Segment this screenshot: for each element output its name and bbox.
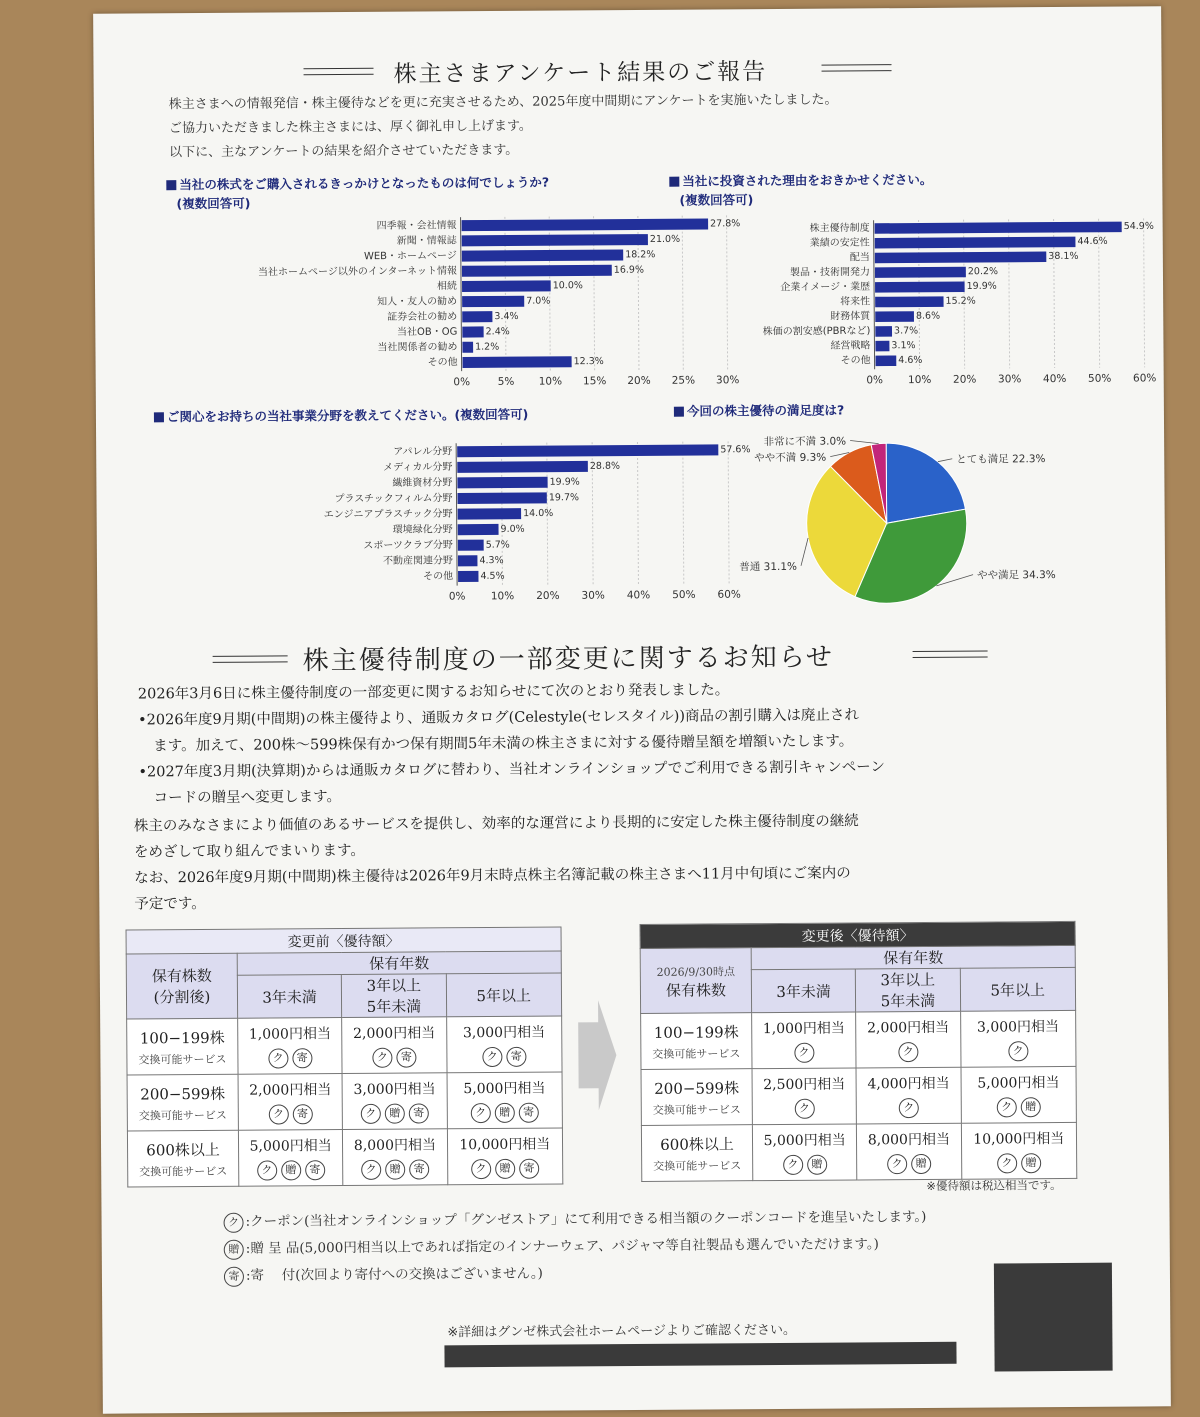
after-amount-cell	[752, 1012, 857, 1069]
shares-label: 600株以上	[146, 1140, 220, 1159]
service-label: 交換可能サービス	[139, 1164, 228, 1178]
heading-square-icon	[154, 412, 164, 422]
before-amount-cell	[238, 1018, 343, 1075]
legend-gift	[222, 1231, 879, 1263]
q2-sub: (複数回答可)	[679, 192, 754, 208]
data-label: 2.4%	[485, 326, 510, 338]
intro-line-3: 以下に、主なアンケートの結果を紹介させていただきます。	[169, 142, 519, 161]
amount-value: 4,000円相当	[867, 1075, 950, 1093]
notice-line-1: 2026年3月6日に株主優待制度の一部変更に関するお知らせにて次のとおり発表しました。	[137, 682, 730, 703]
category-label: 当社関係者の勧め	[377, 341, 458, 354]
shares-label: 200−599株	[140, 1084, 226, 1103]
category-label: 新聞・情報誌	[396, 235, 457, 247]
bar	[462, 296, 524, 307]
before-col-shares-sub: (分割後)	[153, 987, 211, 1007]
amount-value: 1,000円相当	[248, 1026, 331, 1043]
tick-label: 30%	[997, 373, 1022, 386]
notice-line-8: なお、2026年度9月期(中間期)株主優待は2026年9月末時点株主名簿記載の株主さまへ11月中旬頃にご案内の	[134, 865, 851, 887]
coupon-icon: ク	[794, 1099, 814, 1119]
amount-value: 10,000円相当	[973, 1130, 1065, 1148]
change-arrow-icon	[574, 1000, 619, 1110]
data-label: 8.6%	[915, 310, 941, 322]
leader-line	[801, 538, 808, 566]
data-label: 44.6%	[1077, 235, 1108, 248]
bar	[875, 222, 1122, 234]
bar	[876, 355, 897, 366]
service-label: 交換可能サービス	[653, 1158, 742, 1173]
q4-heading	[674, 401, 844, 421]
service-label: 交換可能サービス	[138, 1108, 227, 1122]
gift-icon: 贈	[495, 1159, 515, 1179]
before-shares-cell	[127, 1018, 238, 1075]
tax-note: ※優待額は税込相当です。	[926, 1178, 1062, 1193]
after-col-3to5	[856, 968, 961, 1012]
category-label: 証券会社の勧め	[387, 311, 458, 323]
legend-coupon-text: :クーポン(当社オンラインショップ「グンゼストア」にて利用できる相当額のクーポンコードを進呈いたします。)	[245, 1208, 927, 1230]
amount-value: 10,000円相当	[459, 1136, 551, 1154]
data-label: 16.9%	[613, 264, 645, 276]
after-col-years: 保有年数	[751, 945, 1075, 969]
amount-value: 2,000円相当	[249, 1082, 332, 1099]
data-label: 9.0%	[500, 523, 525, 535]
gift-icon: 贈	[911, 1154, 931, 1174]
q3-heading	[154, 405, 529, 427]
pie-label: とても満足 22.3%	[956, 453, 1046, 466]
before-row	[127, 1072, 562, 1131]
before-shares-cell	[127, 1130, 238, 1187]
bar	[457, 492, 546, 504]
before-amount-cell	[447, 1072, 563, 1129]
data-label: 18.2%	[625, 249, 656, 261]
data-label: 5.7%	[485, 539, 510, 551]
tick-label: 10%	[907, 373, 932, 387]
category-label: 当社OB・OG	[396, 326, 458, 339]
bar	[462, 280, 551, 292]
data-label: 3.4%	[494, 310, 519, 323]
before-col-3to5	[342, 974, 447, 1018]
category-label: スポーツクラブ分野	[363, 539, 453, 552]
bar	[462, 249, 623, 261]
category-label: エンジニアプラスチック分野	[323, 508, 453, 521]
bar	[875, 281, 965, 292]
bar	[458, 540, 484, 551]
chart-q1	[145, 210, 741, 398]
notice-line-3: ます。加えて、200株〜599株保有かつ保有期間5年未満の株主さまに対する優待贈呈額を増額いたします。	[153, 733, 854, 755]
gift-icon: 贈	[1021, 1153, 1041, 1173]
data-label: 7.0%	[526, 295, 551, 307]
pie-label: 非常に不満 3.0%	[763, 435, 847, 449]
amount-value: 5,000円相当	[763, 1132, 846, 1150]
coupon-icon: ク	[1008, 1041, 1028, 1061]
data-label: 4.6%	[898, 354, 923, 366]
category-label: 知人・友人の勧め	[377, 296, 458, 308]
after-table	[639, 921, 1077, 1182]
before-amount-cell	[238, 1130, 343, 1187]
coupon-icon: ク	[899, 1098, 919, 1118]
after-amount-cell	[856, 1067, 961, 1124]
bar	[458, 555, 478, 566]
title-rule-right	[821, 64, 891, 71]
service-label: 交換可能サービス	[652, 1102, 741, 1117]
q2-title: 当社に投資された理由をおきかせください。	[682, 171, 933, 189]
bar	[462, 326, 483, 337]
chart-q4	[656, 422, 1077, 609]
bar	[457, 461, 588, 473]
tick-label: 15%	[582, 375, 607, 388]
data-label: 38.1%	[1048, 250, 1079, 262]
category-label: 経営戦略	[830, 340, 871, 352]
data-label: 3.1%	[891, 340, 916, 352]
data-label: 19.9%	[549, 476, 580, 488]
amount-value: 2,000円相当	[353, 1025, 436, 1042]
donation-icon: 寄	[409, 1159, 429, 1179]
category-label: 株主優待制度	[809, 222, 870, 235]
notice-line-5: コードの贈呈へ変更します。	[153, 789, 342, 807]
after-col-3to5-a: 3年以上	[880, 970, 936, 990]
tick-label: 5%	[497, 375, 515, 388]
chart-q2-svg	[635, 207, 1157, 390]
q2-heading	[669, 170, 932, 191]
category-label: 環境緑化分野	[392, 524, 453, 536]
amount-value: 8,000円相当	[867, 1131, 951, 1149]
coupon-icon: ク	[372, 1048, 392, 1068]
after-amount-cell	[857, 1123, 962, 1180]
tick-label: 25%	[671, 374, 696, 387]
before-caption: 変更前〈優待額〉	[126, 927, 561, 954]
gift-icon: 贈	[495, 1103, 515, 1123]
data-label: 19.7%	[548, 492, 580, 504]
after-row	[641, 1122, 1076, 1181]
chart-q4-svg	[656, 422, 1077, 605]
coupon-icon: ク	[361, 1104, 381, 1124]
redaction-box	[994, 1263, 1113, 1372]
coupon-icon: ク	[996, 1097, 1016, 1117]
bar	[875, 296, 943, 307]
tick-label: 40%	[1042, 372, 1067, 386]
amount-value: 3,000円相当	[976, 1019, 1060, 1036]
amount-value: 2,000円相当	[867, 1019, 950, 1037]
after-col-lt3: 3年未満	[751, 969, 856, 1013]
tick-label: 10%	[490, 590, 515, 603]
tick-label: 60%	[1132, 372, 1157, 385]
data-label: 4.3%	[479, 555, 504, 567]
gift-icon: 贈	[807, 1155, 827, 1175]
gift-icon: 贈	[385, 1104, 405, 1124]
legend-donation-text: :寄 付(次回より寄付への交換はございません。)	[245, 1265, 543, 1284]
before-amount-cell	[342, 1073, 447, 1130]
notice-line-7: をめざして取り組んでまいります。	[133, 842, 365, 861]
gridline	[637, 442, 638, 584]
category-label: 製品・技術開発力	[789, 266, 870, 279]
legend-gift-text: :贈 呈 品(5,000円相当以上であれば指定のインナーウェア、パジャマ等自社製品も選んでいただけます。)	[245, 1236, 879, 1257]
tick-label: 0%	[448, 590, 466, 603]
category-label: その他	[423, 571, 454, 583]
category-label: 業績の安定性	[809, 237, 870, 249]
before-amount-cell	[343, 1129, 448, 1186]
coupon-icon: ク	[224, 1213, 244, 1233]
notice-title: 株主優待制度の一部変更に関するお知らせ	[302, 642, 834, 677]
donation-icon: 寄	[519, 1103, 539, 1123]
coupon-icon: ク	[361, 1160, 381, 1180]
coupon-icon: ク	[783, 1155, 803, 1175]
tick-label: 60%	[717, 588, 741, 601]
data-label: 15.2%	[945, 295, 976, 307]
amount-value: 1,000円相当	[762, 1020, 845, 1038]
after-row	[641, 1010, 1076, 1069]
gift-icon: 贈	[281, 1160, 301, 1180]
coupon-icon: ク	[268, 1104, 288, 1124]
after-amount-cell	[856, 1011, 961, 1068]
bar	[875, 311, 914, 322]
title-rule-left	[304, 68, 374, 75]
before-row	[127, 1128, 562, 1187]
redaction-bar	[444, 1342, 956, 1368]
survey-title: 株主さまアンケート結果のご報告	[393, 59, 768, 88]
donation-icon: 寄	[409, 1103, 429, 1123]
after-amount-cell	[960, 1010, 1076, 1067]
data-label: 10.0%	[552, 280, 583, 292]
shares-label: 200−599株	[654, 1078, 740, 1098]
bar	[462, 234, 648, 246]
before-col-ge5: 5年以上	[446, 973, 562, 1017]
before-col-shares	[126, 953, 237, 1019]
after-amount-cell	[961, 1122, 1077, 1179]
leader-line	[938, 459, 952, 462]
coupon-icon: ク	[257, 1160, 277, 1180]
coupon-icon: ク	[471, 1159, 491, 1179]
donation-icon: 寄	[396, 1048, 416, 1068]
before-amount-cell	[238, 1074, 343, 1131]
after-amount-cell	[961, 1066, 1077, 1123]
coupon-icon: ク	[471, 1103, 491, 1123]
category-label: 当社ホームページ以外のインターネット情報	[257, 265, 457, 279]
before-amount-cell	[446, 1016, 562, 1073]
category-label: 企業イメージ・業歴	[780, 281, 871, 294]
after-col-shares-label: 保有株数	[665, 981, 727, 1000]
tick-label: 20%	[952, 373, 977, 386]
chart-q1-svg	[145, 210, 741, 394]
q1-sub: (複数回答可)	[176, 195, 251, 212]
gift-icon: 贈	[385, 1160, 405, 1180]
bar	[462, 265, 612, 277]
service-label: 交換可能サービス	[652, 1046, 741, 1061]
after-amount-cell	[752, 1124, 857, 1181]
q4-title: 今回の株主優待の満足度は?	[686, 402, 845, 419]
before-row	[127, 1016, 562, 1075]
data-label: 20.2%	[967, 266, 999, 278]
before-col-3to5-b: 5年未満	[366, 997, 422, 1016]
amount-value: 2,500円相当	[763, 1076, 846, 1094]
before-col-years: 保有年数	[237, 951, 561, 975]
data-label: 14.0%	[523, 507, 554, 520]
amount-value: 5,000円相当	[249, 1138, 332, 1155]
after-shares-cell	[641, 1069, 752, 1126]
axis-line	[461, 217, 462, 371]
tick-label: 20%	[627, 374, 651, 388]
after-col-3to5-b: 5年未満	[880, 991, 936, 1011]
bar	[462, 342, 473, 353]
chart-q3-svg	[186, 428, 751, 603]
data-label: 4.5%	[480, 570, 505, 582]
amount-value: 5,000円相当	[977, 1075, 1060, 1092]
service-label: 交換可能サービス	[138, 1052, 227, 1066]
q1-heading	[166, 173, 549, 195]
notice-line-6: 株主のみなさまにより価値のあるサービスを提供し、効率的な運営により長期的に安定した株主優待制度の継続	[133, 813, 859, 835]
axis-line	[874, 220, 875, 369]
shares-label: 600株以上	[660, 1134, 734, 1154]
data-label: 21.0%	[649, 233, 681, 246]
data-label: 27.8%	[710, 218, 741, 230]
bar	[463, 356, 572, 368]
category-label: アパレル分野	[393, 446, 453, 458]
pie-label: やや不満 9.3%	[754, 451, 827, 465]
tick-label: 0%	[453, 376, 471, 389]
amount-value: 3,000円相当	[353, 1081, 436, 1098]
notice-line-4: •2027年度3月期(決算期)からは通販カタログに替わり、当社オンラインショップでご利用できる割引キャンペーン	[138, 759, 886, 781]
bar	[458, 524, 499, 535]
leader-line	[850, 440, 878, 444]
tick-label: 50%	[672, 588, 696, 602]
bar	[875, 341, 889, 352]
bar	[875, 237, 1076, 249]
tick-label: 40%	[626, 589, 651, 602]
bar	[457, 477, 547, 489]
coupon-icon: ク	[997, 1153, 1017, 1173]
donation-icon: 寄	[305, 1160, 325, 1180]
donation-icon: 寄	[292, 1104, 312, 1124]
bar	[875, 267, 966, 278]
bar	[458, 508, 522, 519]
category-label: WEB・ホームページ	[363, 250, 457, 263]
category-label: 相続	[437, 281, 458, 293]
before-col-3to5-a: 3年以上	[366, 976, 422, 995]
after-caption: 変更後〈優待額〉	[640, 921, 1075, 948]
category-label: プラスチックフィルム分野	[334, 493, 453, 505]
coupon-icon: ク	[794, 1043, 814, 1063]
before-table	[126, 926, 564, 1187]
donation-icon: 寄	[506, 1047, 526, 1067]
amount-value: 5,000円相当	[463, 1080, 546, 1098]
shares-label: 100−199株	[653, 1022, 739, 1042]
before-shares-cell	[127, 1074, 238, 1131]
notice-rule-right	[913, 651, 988, 659]
legend-donation	[222, 1261, 543, 1290]
pie-label: やや満足 34.3%	[977, 569, 1056, 582]
bar	[875, 251, 1047, 263]
after-col-shares	[640, 948, 751, 1014]
before-amount-cell	[447, 1128, 563, 1185]
notice-line-2: •2026年度9月期(中間期)の株主優待より、通販カタログ(Celestyle(セレスタイル))商品の割引購入は廃止され	[138, 707, 860, 729]
footer-note: ※詳細はグンゼ株式会社ホームページよりご確認ください。	[447, 1322, 797, 1341]
intro-line-1: 株主さまへの情報発信・株主優待などを更に充実させるため、2025年度中間期にアンケートを実施いたしました。	[168, 92, 838, 113]
data-label: 1.2%	[475, 341, 500, 353]
document-page	[93, 6, 1171, 1413]
intro-line-2: ご協力いただきました株主さまには、厚く御礼申し上げます。	[168, 118, 532, 137]
coupon-icon: ク	[482, 1047, 502, 1067]
after-row	[641, 1066, 1076, 1125]
data-label: 54.9%	[1123, 220, 1154, 233]
heading-square-icon	[674, 407, 684, 417]
data-label: 19.9%	[966, 280, 997, 292]
data-label: 57.6%	[720, 444, 751, 456]
donation-icon: 寄	[292, 1048, 312, 1068]
chart-q2	[635, 207, 1157, 394]
amount-value: 8,000円相当	[353, 1137, 437, 1154]
after-date: 2026/9/30時点	[656, 965, 736, 979]
chart-q3	[186, 428, 751, 605]
heading-square-icon	[166, 180, 176, 190]
category-label: その他	[840, 355, 871, 367]
coupon-icon: ク	[268, 1048, 288, 1068]
before-col-shares-label: 保有株数	[151, 966, 212, 986]
category-label: 不動産関連分野	[382, 555, 453, 567]
before-col-lt3: 3年未満	[237, 975, 342, 1019]
data-label: 28.8%	[589, 460, 621, 472]
gift-icon: 贈	[1020, 1097, 1040, 1117]
tick-label: 20%	[536, 589, 560, 603]
heading-square-icon	[669, 177, 679, 187]
coupon-icon: ク	[898, 1042, 918, 1062]
donation-icon: 寄	[224, 1267, 244, 1287]
category-label: 繊維資材分野	[392, 477, 453, 489]
bar	[875, 326, 892, 337]
after-amount-cell	[752, 1068, 857, 1125]
notice-line-9: 予定です。	[134, 895, 206, 913]
q3-title: ご関心をお持ちの当社事業分野を教えてください。(複数回答可)	[166, 406, 529, 425]
after-shares-cell	[641, 1125, 752, 1182]
axis-line	[456, 443, 457, 585]
tick-label: 50%	[1087, 372, 1112, 385]
bar	[462, 311, 492, 322]
category-label: メディカル分野	[383, 461, 453, 474]
coupon-icon: ク	[887, 1154, 907, 1174]
after-shares-cell	[641, 1013, 752, 1070]
shares-label: 100−199株	[139, 1028, 225, 1047]
category-label: 株価の割安感(PBRなど)	[762, 325, 871, 338]
q1-title: 当社の株式をご購入されるきっかけとなったものは何でしょうか?	[179, 174, 550, 193]
category-label: 将来性	[840, 296, 871, 308]
tick-label: 30%	[715, 374, 740, 387]
tick-label: 30%	[581, 589, 605, 602]
bar	[458, 571, 478, 582]
after-col-ge5: 5年以上	[960, 967, 1076, 1011]
before-amount-cell	[342, 1017, 447, 1074]
gift-icon: 贈	[224, 1240, 244, 1260]
pie-label: 普通 31.1%	[739, 560, 798, 574]
donation-icon: 寄	[519, 1159, 539, 1179]
data-label: 12.3%	[573, 355, 604, 368]
amount-value: 3,000円相当	[462, 1024, 546, 1042]
category-label: 財務体質	[830, 311, 871, 323]
gridline	[1144, 218, 1145, 367]
tick-label: 10%	[538, 375, 563, 388]
category-label: その他	[427, 357, 458, 369]
data-label: 3.7%	[893, 325, 919, 337]
category-label: 配当	[849, 252, 870, 264]
notice-rule-left	[213, 655, 288, 663]
tick-label: 0%	[866, 374, 884, 387]
category-label: 四季報・会社情報	[376, 220, 457, 232]
